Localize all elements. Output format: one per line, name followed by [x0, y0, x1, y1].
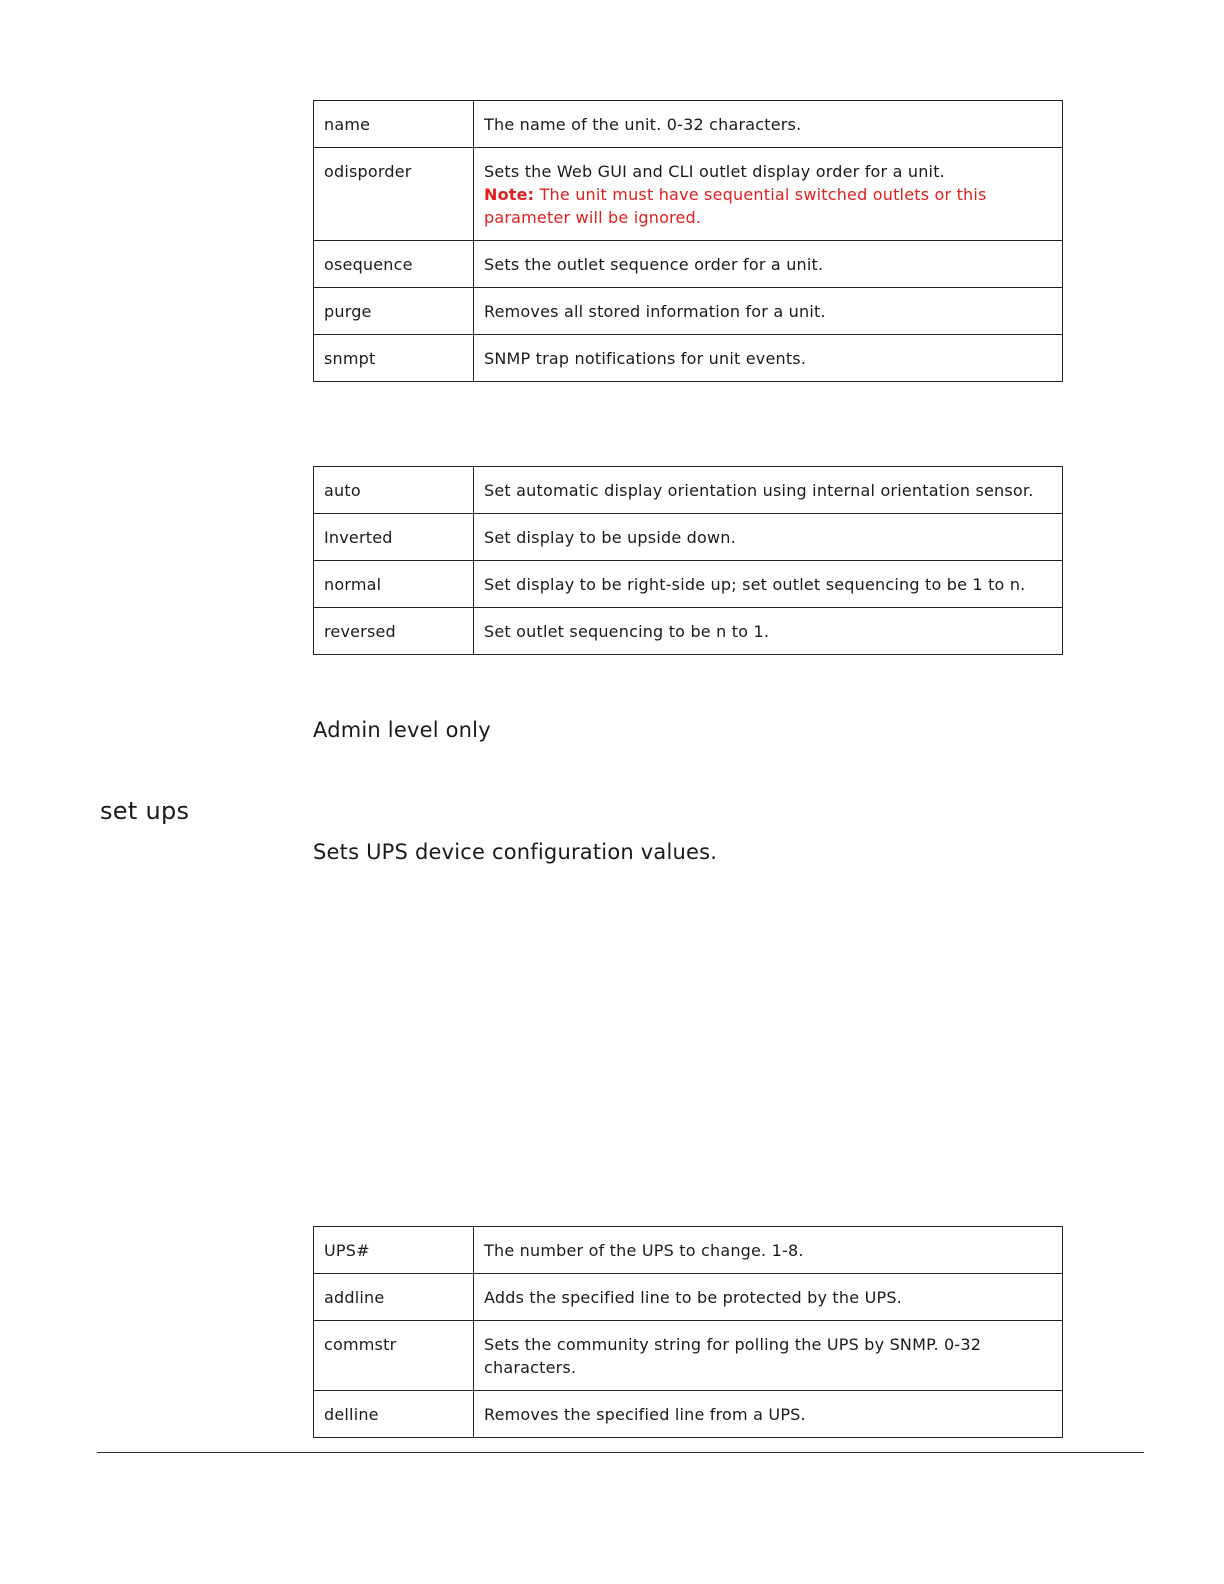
param-name: commstr: [314, 1321, 474, 1391]
param-name: osequence: [314, 241, 474, 288]
access-level-text: Admin level only: [313, 718, 491, 742]
param-description: Removes all stored information for a unit.: [474, 288, 1063, 335]
param-name: purge: [314, 288, 474, 335]
table-row: [314, 1274, 1063, 1321]
param-description: Sets the outlet sequence order for a unit.: [474, 241, 1063, 288]
table-row: [314, 288, 1063, 335]
option-description: Set outlet sequencing to be n to 1.: [474, 608, 1063, 655]
unit-params-table: [313, 100, 1063, 382]
param-description: Sets the Web GUI and CLI outlet display order for a unit.: [484, 162, 945, 181]
param-description: Sets the community string for polling the UPS by SNMP. 0-32 characters.: [474, 1321, 1063, 1391]
table-row: [314, 467, 1063, 514]
option-name: normal: [314, 561, 474, 608]
param-description: Adds the specified line to be protected by the UPS.: [474, 1274, 1063, 1321]
table-row: [314, 561, 1063, 608]
table-row: [314, 241, 1063, 288]
ups-params-table: [313, 1226, 1063, 1438]
table-row: [314, 1227, 1063, 1274]
table-row: [314, 148, 1063, 241]
table-row: [314, 101, 1063, 148]
option-name: Inverted: [314, 514, 474, 561]
table-row: [314, 1321, 1063, 1391]
footer-divider: [97, 1452, 1144, 1453]
option-description: Set display to be right-side up; set outlet sequencing to be 1 to n.: [474, 561, 1063, 608]
table-row: [314, 335, 1063, 382]
param-name: snmpt: [314, 335, 474, 382]
orientation-table: [313, 466, 1063, 655]
option-description: Set automatic display orientation using internal orientation sensor.: [474, 467, 1063, 514]
note-text: The unit must have sequential switched outlets or this parameter will be ignored.: [484, 185, 987, 227]
param-description: SNMP trap notifications for unit events.: [474, 335, 1063, 382]
table-row: [314, 608, 1063, 655]
param-name: addline: [314, 1274, 474, 1321]
table-row: [314, 514, 1063, 561]
param-description-with-note: [474, 148, 1063, 241]
param-name: odisporder: [314, 148, 474, 241]
param-description: Removes the specified line from a UPS.: [474, 1391, 1063, 1438]
param-name: name: [314, 101, 474, 148]
param-name: UPS#: [314, 1227, 474, 1274]
section-description: Sets UPS device configuration values.: [313, 840, 718, 864]
note-label: Note:: [484, 185, 535, 204]
param-description: The name of the unit. 0-32 characters.: [474, 101, 1063, 148]
note: [484, 185, 987, 227]
option-description: Set display to be upside down.: [474, 514, 1063, 561]
option-name: auto: [314, 467, 474, 514]
table-row: [314, 1391, 1063, 1438]
param-description: The number of the UPS to change. 1-8.: [474, 1227, 1063, 1274]
option-name: reversed: [314, 608, 474, 655]
param-name: delline: [314, 1391, 474, 1438]
section-heading-set-ups: set ups: [100, 797, 190, 825]
